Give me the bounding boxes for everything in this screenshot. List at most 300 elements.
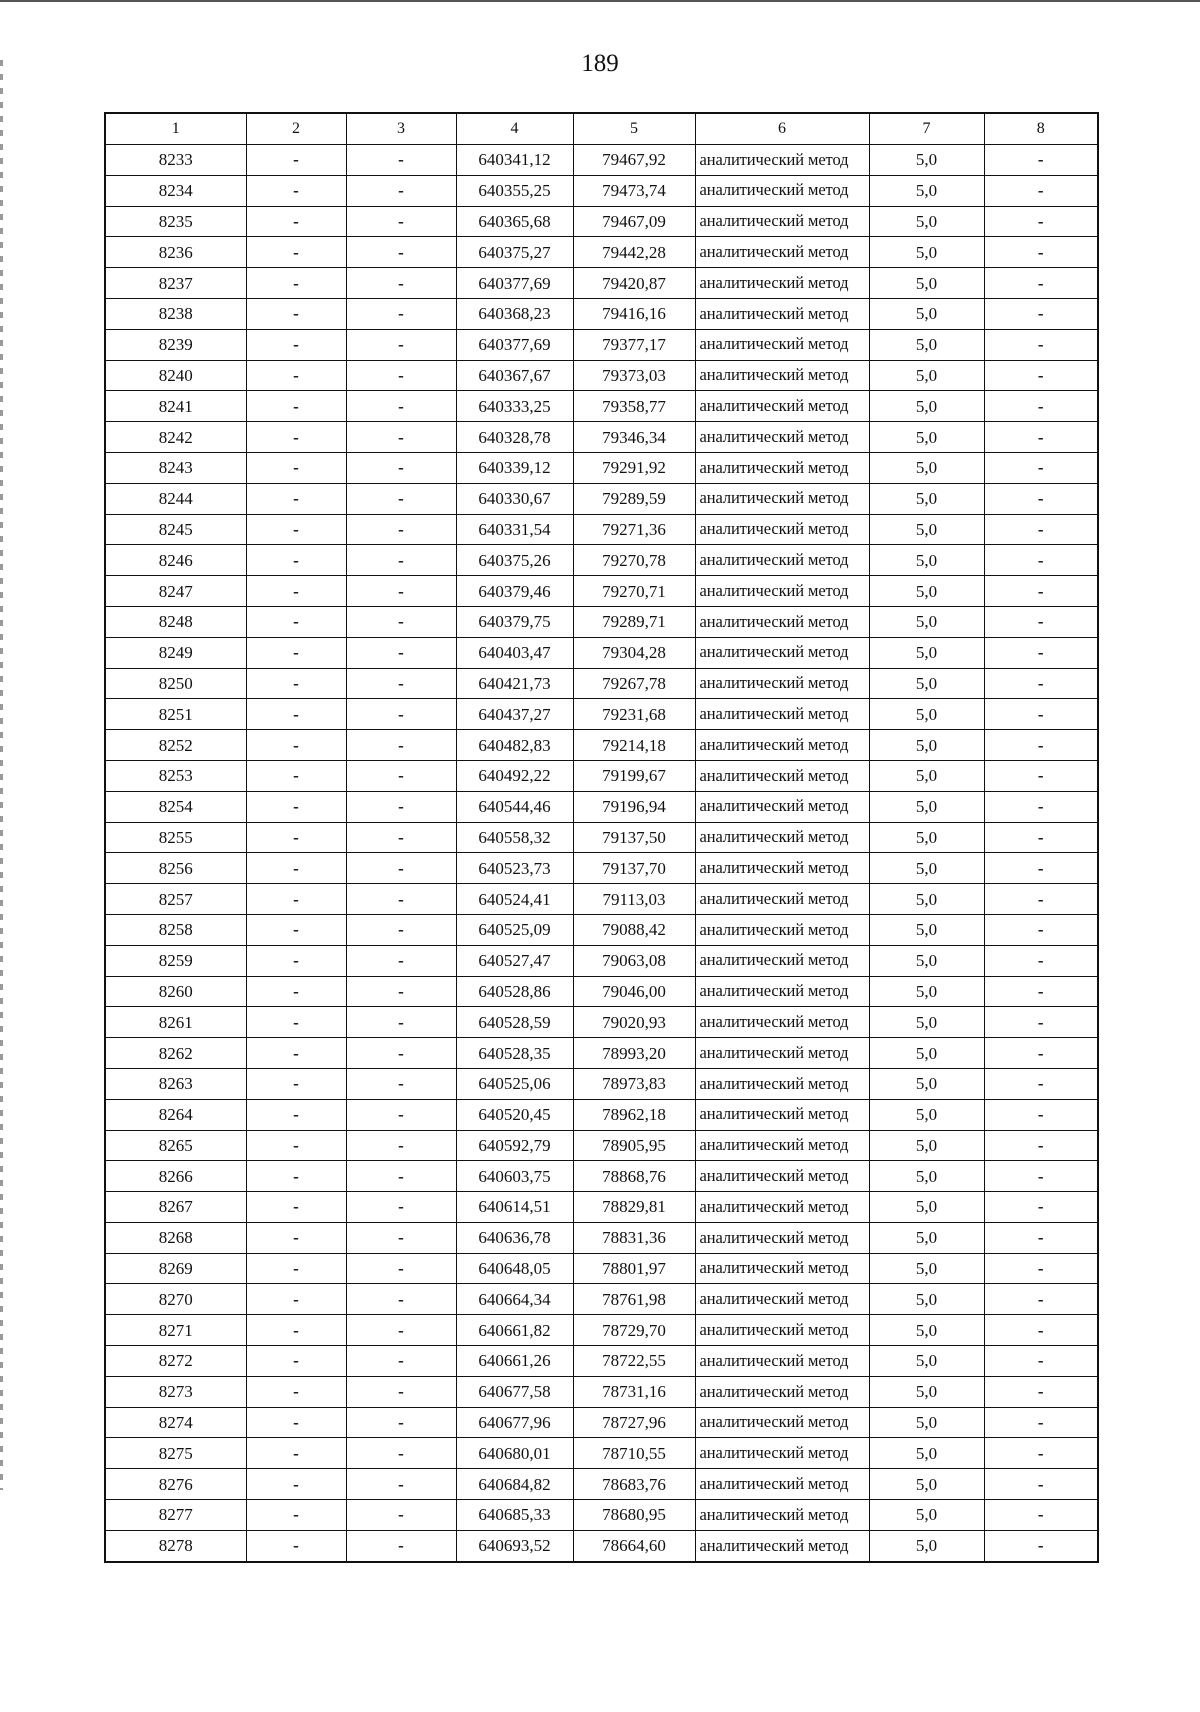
cell-accuracy: 5,0 [869,545,984,576]
cell-col-2: - [246,1130,346,1161]
cell-coord-y: 79420,87 [573,268,695,299]
cell-coord-y: 79063,08 [573,945,695,976]
cell-accuracy: 5,0 [869,1222,984,1253]
cell-coord-x: 640368,23 [456,298,573,329]
cell-col-3: - [346,853,456,884]
cell-col-8: - [984,1222,1098,1253]
cell-method: аналитический метод [695,329,869,360]
cell-col-8: - [984,483,1098,514]
cell-point-number: 8243 [105,452,246,483]
cell-col-2: - [246,1438,346,1469]
cell-point-number: 8261 [105,1007,246,1038]
cell-col-2: - [246,145,346,176]
cell-col-2: - [246,514,346,545]
cell-col-3: - [346,1130,456,1161]
cell-col-3: - [346,576,456,607]
cell-col-3: - [346,268,456,299]
cell-col-3: - [346,1530,456,1561]
cell-coord-y: 78731,16 [573,1376,695,1407]
cell-coord-x: 640492,22 [456,760,573,791]
cell-coord-y: 79346,34 [573,422,695,453]
cell-col-3: - [346,1284,456,1315]
table-row [105,1130,1098,1161]
cell-col-3: - [346,668,456,699]
cell-coord-x: 640693,52 [456,1530,573,1561]
cell-point-number: 8273 [105,1376,246,1407]
cell-coord-y: 79467,92 [573,145,695,176]
cell-col-3: - [346,329,456,360]
cell-accuracy: 5,0 [869,1038,984,1069]
table-row [105,145,1098,176]
cell-method: аналитический метод [695,483,869,514]
cell-col-2: - [246,422,346,453]
table-row [105,1068,1098,1099]
cell-coord-x: 640341,12 [456,145,573,176]
cell-col-8: - [984,1346,1098,1377]
table-row [105,483,1098,514]
cell-col-3: - [346,1346,456,1377]
cell-accuracy: 5,0 [869,637,984,668]
cell-point-number: 8269 [105,1253,246,1284]
cell-point-number: 8250 [105,668,246,699]
cell-col-2: - [246,730,346,761]
cell-coord-y: 79214,18 [573,730,695,761]
cell-coord-y: 79088,42 [573,914,695,945]
table-row [105,329,1098,360]
cell-col-3: - [346,730,456,761]
cell-col-8: - [984,422,1098,453]
table-row [105,1500,1098,1531]
cell-coord-x: 640648,05 [456,1253,573,1284]
cell-point-number: 8240 [105,360,246,391]
cell-coord-y: 79291,92 [573,452,695,483]
cell-accuracy: 5,0 [869,945,984,976]
table-row [105,514,1098,545]
cell-col-8: - [984,145,1098,176]
cell-accuracy: 5,0 [869,760,984,791]
cell-point-number: 8259 [105,945,246,976]
cell-col-3: - [346,237,456,268]
cell-method: аналитический метод [695,914,869,945]
cell-method: аналитический метод [695,945,869,976]
table-row [105,914,1098,945]
cell-accuracy: 5,0 [869,576,984,607]
cell-method: аналитический метод [695,298,869,329]
cell-coord-x: 640544,46 [456,791,573,822]
cell-col-8: - [984,884,1098,915]
cell-col-3: - [346,1500,456,1531]
cell-method: аналитический метод [695,1346,869,1377]
table-row [105,206,1098,237]
cell-col-3: - [346,391,456,422]
cell-point-number: 8268 [105,1222,246,1253]
cell-col-8: - [984,237,1098,268]
cell-coord-y: 79196,94 [573,791,695,822]
cell-method: аналитический метод [695,545,869,576]
cell-method: аналитический метод [695,268,869,299]
cell-point-number: 8237 [105,268,246,299]
cell-col-2: - [246,206,346,237]
cell-col-2: - [246,760,346,791]
cell-col-8: - [984,1192,1098,1223]
cell-accuracy: 5,0 [869,1438,984,1469]
cell-col-8: - [984,360,1098,391]
cell-col-8: - [984,822,1098,853]
cell-col-8: - [984,268,1098,299]
cell-coord-x: 640377,69 [456,268,573,299]
scan-top-edge [0,0,1200,2]
table-row [105,422,1098,453]
cell-accuracy: 5,0 [869,1407,984,1438]
cell-coord-x: 640680,01 [456,1438,573,1469]
cell-point-number: 8258 [105,914,246,945]
cell-coord-y: 78680,95 [573,1500,695,1531]
cell-accuracy: 5,0 [869,730,984,761]
header-cell-2: 2 [246,113,346,145]
cell-coord-x: 640603,75 [456,1161,573,1192]
cell-col-3: - [346,206,456,237]
cell-accuracy: 5,0 [869,514,984,545]
cell-col-8: - [984,514,1098,545]
cell-coord-y: 79267,78 [573,668,695,699]
cell-point-number: 8246 [105,545,246,576]
cell-coord-x: 640403,47 [456,637,573,668]
cell-method: аналитический метод [695,1253,869,1284]
cell-coord-y: 79270,71 [573,576,695,607]
cell-accuracy: 5,0 [869,976,984,1007]
cell-col-2: - [246,1346,346,1377]
cell-col-2: - [246,576,346,607]
table-row [105,360,1098,391]
cell-method: аналитический метод [695,422,869,453]
cell-col-8: - [984,637,1098,668]
cell-coord-y: 79304,28 [573,637,695,668]
cell-col-3: - [346,483,456,514]
cell-coord-x: 640375,26 [456,545,573,576]
cell-col-2: - [246,237,346,268]
cell-col-2: - [246,1192,346,1223]
cell-coord-y: 79289,59 [573,483,695,514]
cell-col-8: - [984,391,1098,422]
cell-col-3: - [346,514,456,545]
header-row [105,113,1098,145]
cell-col-8: - [984,545,1098,576]
cell-coord-x: 640664,34 [456,1284,573,1315]
cell-col-2: - [246,483,346,514]
cell-point-number: 8234 [105,175,246,206]
cell-col-8: - [984,606,1098,637]
cell-col-8: - [984,791,1098,822]
cell-coord-x: 640330,67 [456,483,573,514]
cell-col-3: - [346,760,456,791]
cell-col-2: - [246,1253,346,1284]
cell-accuracy: 5,0 [869,699,984,730]
cell-col-8: - [984,1161,1098,1192]
cell-coord-x: 640592,79 [456,1130,573,1161]
header-cell-4: 4 [456,113,573,145]
cell-point-number: 8251 [105,699,246,730]
cell-point-number: 8238 [105,298,246,329]
coordinates-table [104,112,1099,1563]
table-row [105,730,1098,761]
cell-col-8: - [984,976,1098,1007]
cell-coord-y: 79137,70 [573,853,695,884]
cell-coord-y: 78729,70 [573,1315,695,1346]
cell-col-2: - [246,822,346,853]
cell-coord-y: 78801,97 [573,1253,695,1284]
cell-col-2: - [246,1007,346,1038]
cell-col-8: - [984,1438,1098,1469]
cell-coord-y: 79373,03 [573,360,695,391]
cell-point-number: 8253 [105,760,246,791]
table-row [105,298,1098,329]
cell-point-number: 8272 [105,1346,246,1377]
cell-point-number: 8241 [105,391,246,422]
cell-method: аналитический метод [695,637,869,668]
table-row [105,1007,1098,1038]
cell-coord-y: 78722,55 [573,1346,695,1377]
table-row [105,1284,1098,1315]
cell-col-2: - [246,452,346,483]
cell-coord-x: 640355,25 [456,175,573,206]
cell-coord-y: 78727,96 [573,1407,695,1438]
cell-col-2: - [246,884,346,915]
cell-accuracy: 5,0 [869,145,984,176]
cell-col-3: - [346,822,456,853]
cell-method: аналитический метод [695,1500,869,1531]
cell-coord-y: 79137,50 [573,822,695,853]
cell-coord-x: 640636,78 [456,1222,573,1253]
cell-point-number: 8248 [105,606,246,637]
cell-point-number: 8277 [105,1500,246,1531]
cell-accuracy: 5,0 [869,1315,984,1346]
table-row [105,945,1098,976]
cell-col-3: - [346,884,456,915]
cell-coord-y: 79046,00 [573,976,695,1007]
table-row [105,268,1098,299]
cell-col-2: - [246,914,346,945]
cell-col-3: - [346,1315,456,1346]
cell-point-number: 8245 [105,514,246,545]
cell-col-3: - [346,976,456,1007]
cell-accuracy: 5,0 [869,206,984,237]
cell-method: аналитический метод [695,1068,869,1099]
cell-col-2: - [246,1315,346,1346]
cell-accuracy: 5,0 [869,1346,984,1377]
cell-method: аналитический метод [695,1099,869,1130]
cell-method: аналитический метод [695,1007,869,1038]
cell-point-number: 8271 [105,1315,246,1346]
cell-point-number: 8255 [105,822,246,853]
table-row [105,576,1098,607]
table-row [105,1376,1098,1407]
cell-coord-y: 79271,36 [573,514,695,545]
cell-col-2: - [246,268,346,299]
cell-method: аналитический метод [695,1222,869,1253]
cell-accuracy: 5,0 [869,884,984,915]
cell-point-number: 8270 [105,1284,246,1315]
table-row [105,1469,1098,1500]
table-row [105,1222,1098,1253]
table-row [105,237,1098,268]
cell-coord-y: 79416,16 [573,298,695,329]
cell-col-8: - [984,945,1098,976]
cell-accuracy: 5,0 [869,1130,984,1161]
cell-col-8: - [984,853,1098,884]
cell-accuracy: 5,0 [869,237,984,268]
cell-method: аналитический метод [695,391,869,422]
cell-method: аналитический метод [695,1438,869,1469]
cell-col-3: - [346,1407,456,1438]
cell-method: аналитический метод [695,145,869,176]
table-row [105,884,1098,915]
cell-coord-x: 640437,27 [456,699,573,730]
cell-coord-x: 640328,78 [456,422,573,453]
table-row [105,699,1098,730]
cell-coord-x: 640685,33 [456,1500,573,1531]
cell-col-3: - [346,914,456,945]
cell-method: аналитический метод [695,976,869,1007]
cell-col-2: - [246,853,346,884]
cell-accuracy: 5,0 [869,298,984,329]
cell-col-8: - [984,699,1098,730]
scan-left-edge [0,60,3,1490]
cell-col-2: - [246,545,346,576]
cell-coord-x: 640524,41 [456,884,573,915]
cell-coord-y: 78710,55 [573,1438,695,1469]
cell-col-8: - [984,730,1098,761]
cell-col-8: - [984,206,1098,237]
cell-coord-x: 640375,27 [456,237,573,268]
cell-method: аналитический метод [695,1161,869,1192]
table-row [105,1315,1098,1346]
cell-method: аналитический метод [695,1192,869,1223]
cell-col-2: - [246,1222,346,1253]
cell-coord-x: 640661,82 [456,1315,573,1346]
cell-col-2: - [246,360,346,391]
cell-col-2: - [246,329,346,360]
cell-point-number: 8274 [105,1407,246,1438]
cell-point-number: 8235 [105,206,246,237]
cell-accuracy: 5,0 [869,360,984,391]
cell-coord-y: 78761,98 [573,1284,695,1315]
header-cell-6: 6 [695,113,869,145]
table-row [105,1530,1098,1561]
cell-point-number: 8252 [105,730,246,761]
table-row [105,1038,1098,1069]
cell-point-number: 8257 [105,884,246,915]
cell-col-2: - [246,1376,346,1407]
cell-accuracy: 5,0 [869,268,984,299]
table-row [105,1253,1098,1284]
cell-method: аналитический метод [695,1284,869,1315]
cell-coord-y: 78831,36 [573,1222,695,1253]
cell-coord-y: 78683,76 [573,1469,695,1500]
cell-col-8: - [984,668,1098,699]
cell-method: аналитический метод [695,237,869,268]
cell-coord-x: 640377,69 [456,329,573,360]
cell-col-2: - [246,1161,346,1192]
table-row [105,1161,1098,1192]
cell-col-8: - [984,1284,1098,1315]
cell-coord-y: 79231,68 [573,699,695,730]
cell-col-3: - [346,175,456,206]
cell-accuracy: 5,0 [869,1376,984,1407]
cell-method: аналитический метод [695,1130,869,1161]
cell-col-8: - [984,1068,1098,1099]
cell-col-2: - [246,1407,346,1438]
page-number: 189 [581,50,619,77]
table-row [105,1192,1098,1223]
cell-coord-x: 640677,96 [456,1407,573,1438]
cell-accuracy: 5,0 [869,1007,984,1038]
cell-col-3: - [346,1099,456,1130]
cell-col-2: - [246,668,346,699]
cell-col-8: - [984,760,1098,791]
cell-col-2: - [246,175,346,206]
cell-point-number: 8278 [105,1530,246,1561]
cell-method: аналитический метод [695,452,869,483]
cell-accuracy: 5,0 [869,791,984,822]
table-row [105,1346,1098,1377]
table-row [105,668,1098,699]
cell-coord-x: 640339,12 [456,452,573,483]
cell-col-8: - [984,298,1098,329]
cell-point-number: 8262 [105,1038,246,1069]
cell-point-number: 8263 [105,1068,246,1099]
cell-col-8: - [984,1500,1098,1531]
cell-col-3: - [346,545,456,576]
cell-coord-y: 79473,74 [573,175,695,206]
cell-coord-x: 640528,35 [456,1038,573,1069]
cell-col-2: - [246,791,346,822]
cell-col-2: - [246,606,346,637]
cell-col-2: - [246,976,346,1007]
cell-col-3: - [346,1038,456,1069]
table-row [105,822,1098,853]
cell-col-3: - [346,699,456,730]
cell-col-3: - [346,422,456,453]
cell-coord-x: 640520,45 [456,1099,573,1130]
cell-accuracy: 5,0 [869,452,984,483]
cell-col-8: - [984,1007,1098,1038]
cell-col-3: - [346,360,456,391]
cell-point-number: 8256 [105,853,246,884]
cell-point-number: 8247 [105,576,246,607]
cell-coord-x: 640528,59 [456,1007,573,1038]
cell-point-number: 8266 [105,1161,246,1192]
cell-col-3: - [346,1253,456,1284]
cell-accuracy: 5,0 [869,822,984,853]
cell-point-number: 8254 [105,791,246,822]
cell-point-number: 8276 [105,1469,246,1500]
cell-point-number: 8260 [105,976,246,1007]
cell-method: аналитический метод [695,514,869,545]
cell-col-3: - [346,1469,456,1500]
cell-col-3: - [346,452,456,483]
cell-col-2: - [246,1530,346,1561]
cell-coord-y: 79377,17 [573,329,695,360]
cell-accuracy: 5,0 [869,1192,984,1223]
cell-method: аналитический метод [695,730,869,761]
table-row [105,175,1098,206]
cell-coord-y: 78905,95 [573,1130,695,1161]
cell-accuracy: 5,0 [869,668,984,699]
cell-point-number: 8239 [105,329,246,360]
cell-col-3: - [346,1222,456,1253]
cell-col-2: - [246,1284,346,1315]
cell-coord-y: 79020,93 [573,1007,695,1038]
